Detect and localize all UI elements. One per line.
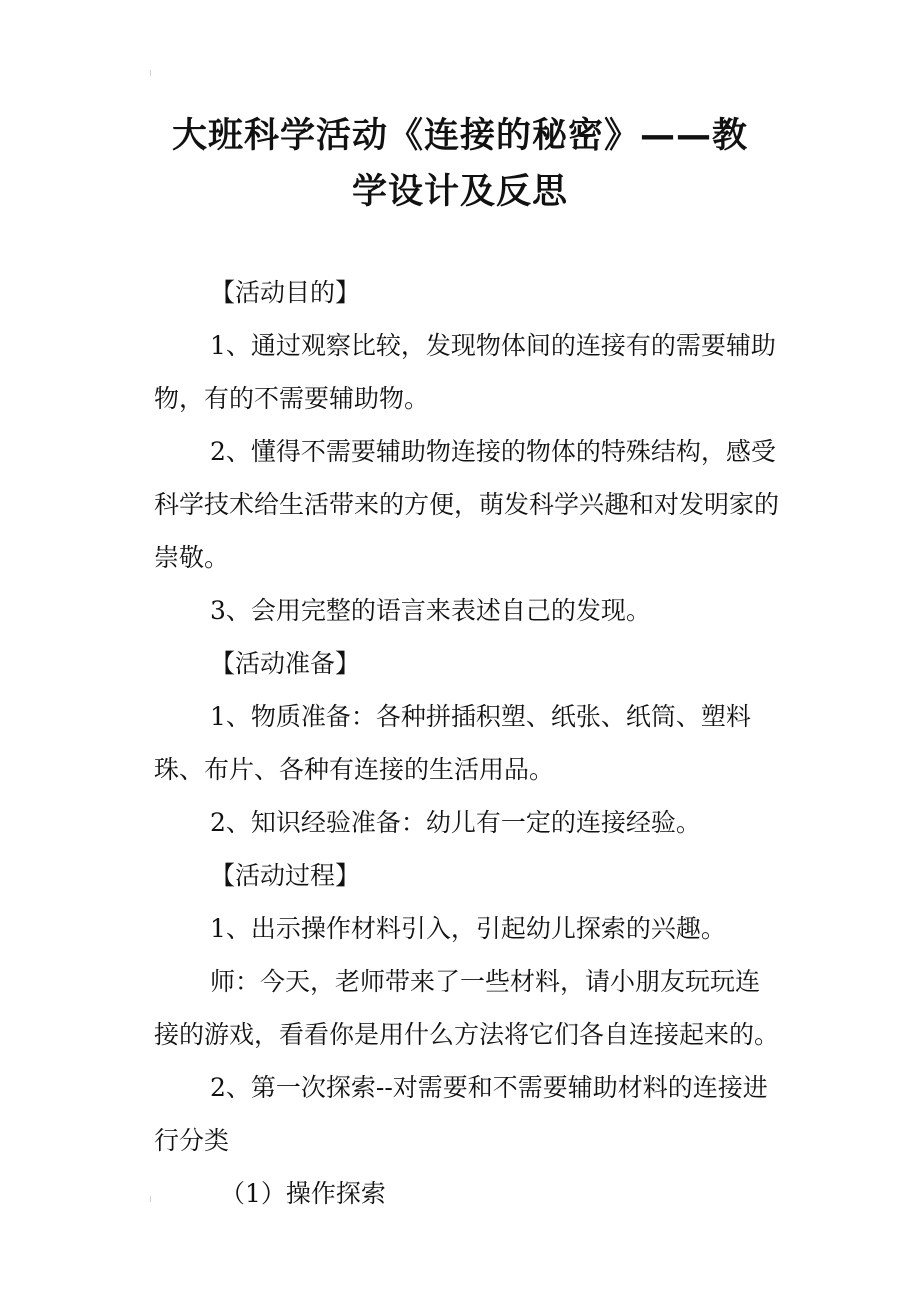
section-heading-process: 【活动过程】 bbox=[210, 861, 361, 890]
paragraph: 1、出示操作材料引入，引起幼儿探索的兴趣。 bbox=[210, 914, 726, 943]
paragraph: 3、会用完整的语言来表述自己的发现。 bbox=[210, 596, 651, 625]
paragraph: 师：今天，老师带来了一些材料，请小朋友玩玩连接的游戏，看看你是用什么方法将它们各自连接起来的。 bbox=[154, 967, 780, 1049]
corner-mark-top bbox=[150, 70, 155, 76]
title-line-2: 学设计及反思 bbox=[351, 172, 568, 212]
paragraph: （1）操作探索 bbox=[220, 1179, 386, 1208]
document-title bbox=[150, 108, 770, 220]
section-heading-preparation: 【活动准备】 bbox=[210, 649, 361, 678]
document-body bbox=[154, 266, 784, 1220]
section-heading-goals: 【活动目的】 bbox=[210, 278, 361, 307]
paragraph: 2、知识经验准备：幼儿有一定的连接经验。 bbox=[210, 808, 701, 837]
paragraph: 2、懂得不需要辅助物连接的物体的特殊结构，感受科学技术给生活带来的方便，萌发科学兴趣和对发明家的崇敬。 bbox=[154, 437, 780, 572]
title-line-1: 大班科学活动《连接的秘密》——教 bbox=[171, 116, 748, 156]
paragraph: 1、物质准备：各种拼插积塑、纸张、纸筒、塑料珠、布片、各种有连接的生活用品。 bbox=[154, 702, 751, 784]
paragraph: 1、通过观察比较，发现物体间的连接有的需要辅助物，有的不需要辅助物。 bbox=[154, 331, 776, 413]
paragraph: 2、第一次探索--对需要和不需要辅助材料的连接进行分类 bbox=[154, 1073, 768, 1155]
